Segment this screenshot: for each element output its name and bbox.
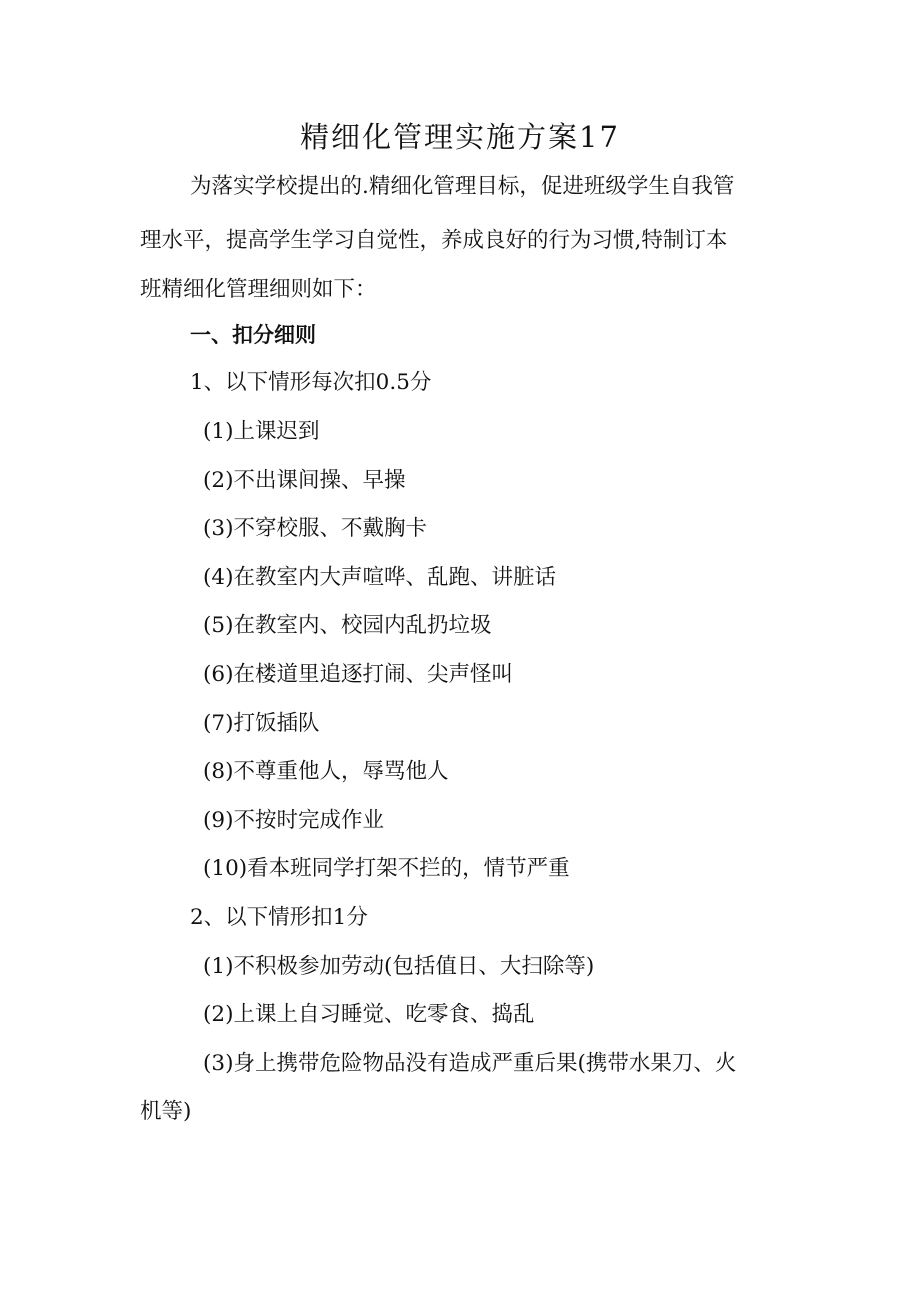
rule1-item: (3)不穿校服、不戴胸卡 xyxy=(203,516,427,541)
rule1-item: (2)不出课间操、早操 xyxy=(203,468,406,493)
rule2-item: (2)上课上自习睡觉、吃零食、捣乱 xyxy=(203,1002,535,1027)
rule1-item: (9)不按时完成作业 xyxy=(203,808,384,833)
intro-line-3: 班精细化管理细则如下： xyxy=(140,277,377,302)
document-title: 精细化管理实施方案17 xyxy=(300,120,620,154)
rule1-item: (8)不尊重他人，辱骂他人 xyxy=(203,759,449,784)
rule1-item: (4)在教室内大声喧哗、乱跑、讲脏话 xyxy=(203,565,556,590)
intro-line-1: 为落实学校提出的.精细化管理目标，促进班级学生自我管 xyxy=(190,174,735,199)
rule2-item: (1)不积极参加劳动(包括值日、大扫除等) xyxy=(203,954,595,979)
rule2-item: (3)身上携带危险物品没有造成严重后果(携带水果刀、火 xyxy=(203,1051,737,1076)
section-heading-deductions: 一、扣分细则 xyxy=(190,323,316,347)
rule1-item: (6)在楼道里追逐打闹、尖声怪叫 xyxy=(203,662,513,687)
intro-line-2: 理水平，提高学生学习自觉性，养成良好的行为习惯,特制订本 xyxy=(140,228,728,253)
rule1-item: (1)上课迟到 xyxy=(203,419,320,444)
rule1-item: (10)看本班同学打架不拦的，情节严重 xyxy=(203,856,570,881)
rule1-item: (5)在教室内、校园内乱扔垃圾 xyxy=(203,613,492,638)
rule2-heading: 2、以下情形扣1分 xyxy=(190,905,368,930)
rule1-item: (7)打饭插队 xyxy=(203,711,320,736)
rule1-heading: 1、以下情形每次扣0.5分 xyxy=(190,370,432,395)
rule2-item-continuation: 机等) xyxy=(140,1099,192,1124)
